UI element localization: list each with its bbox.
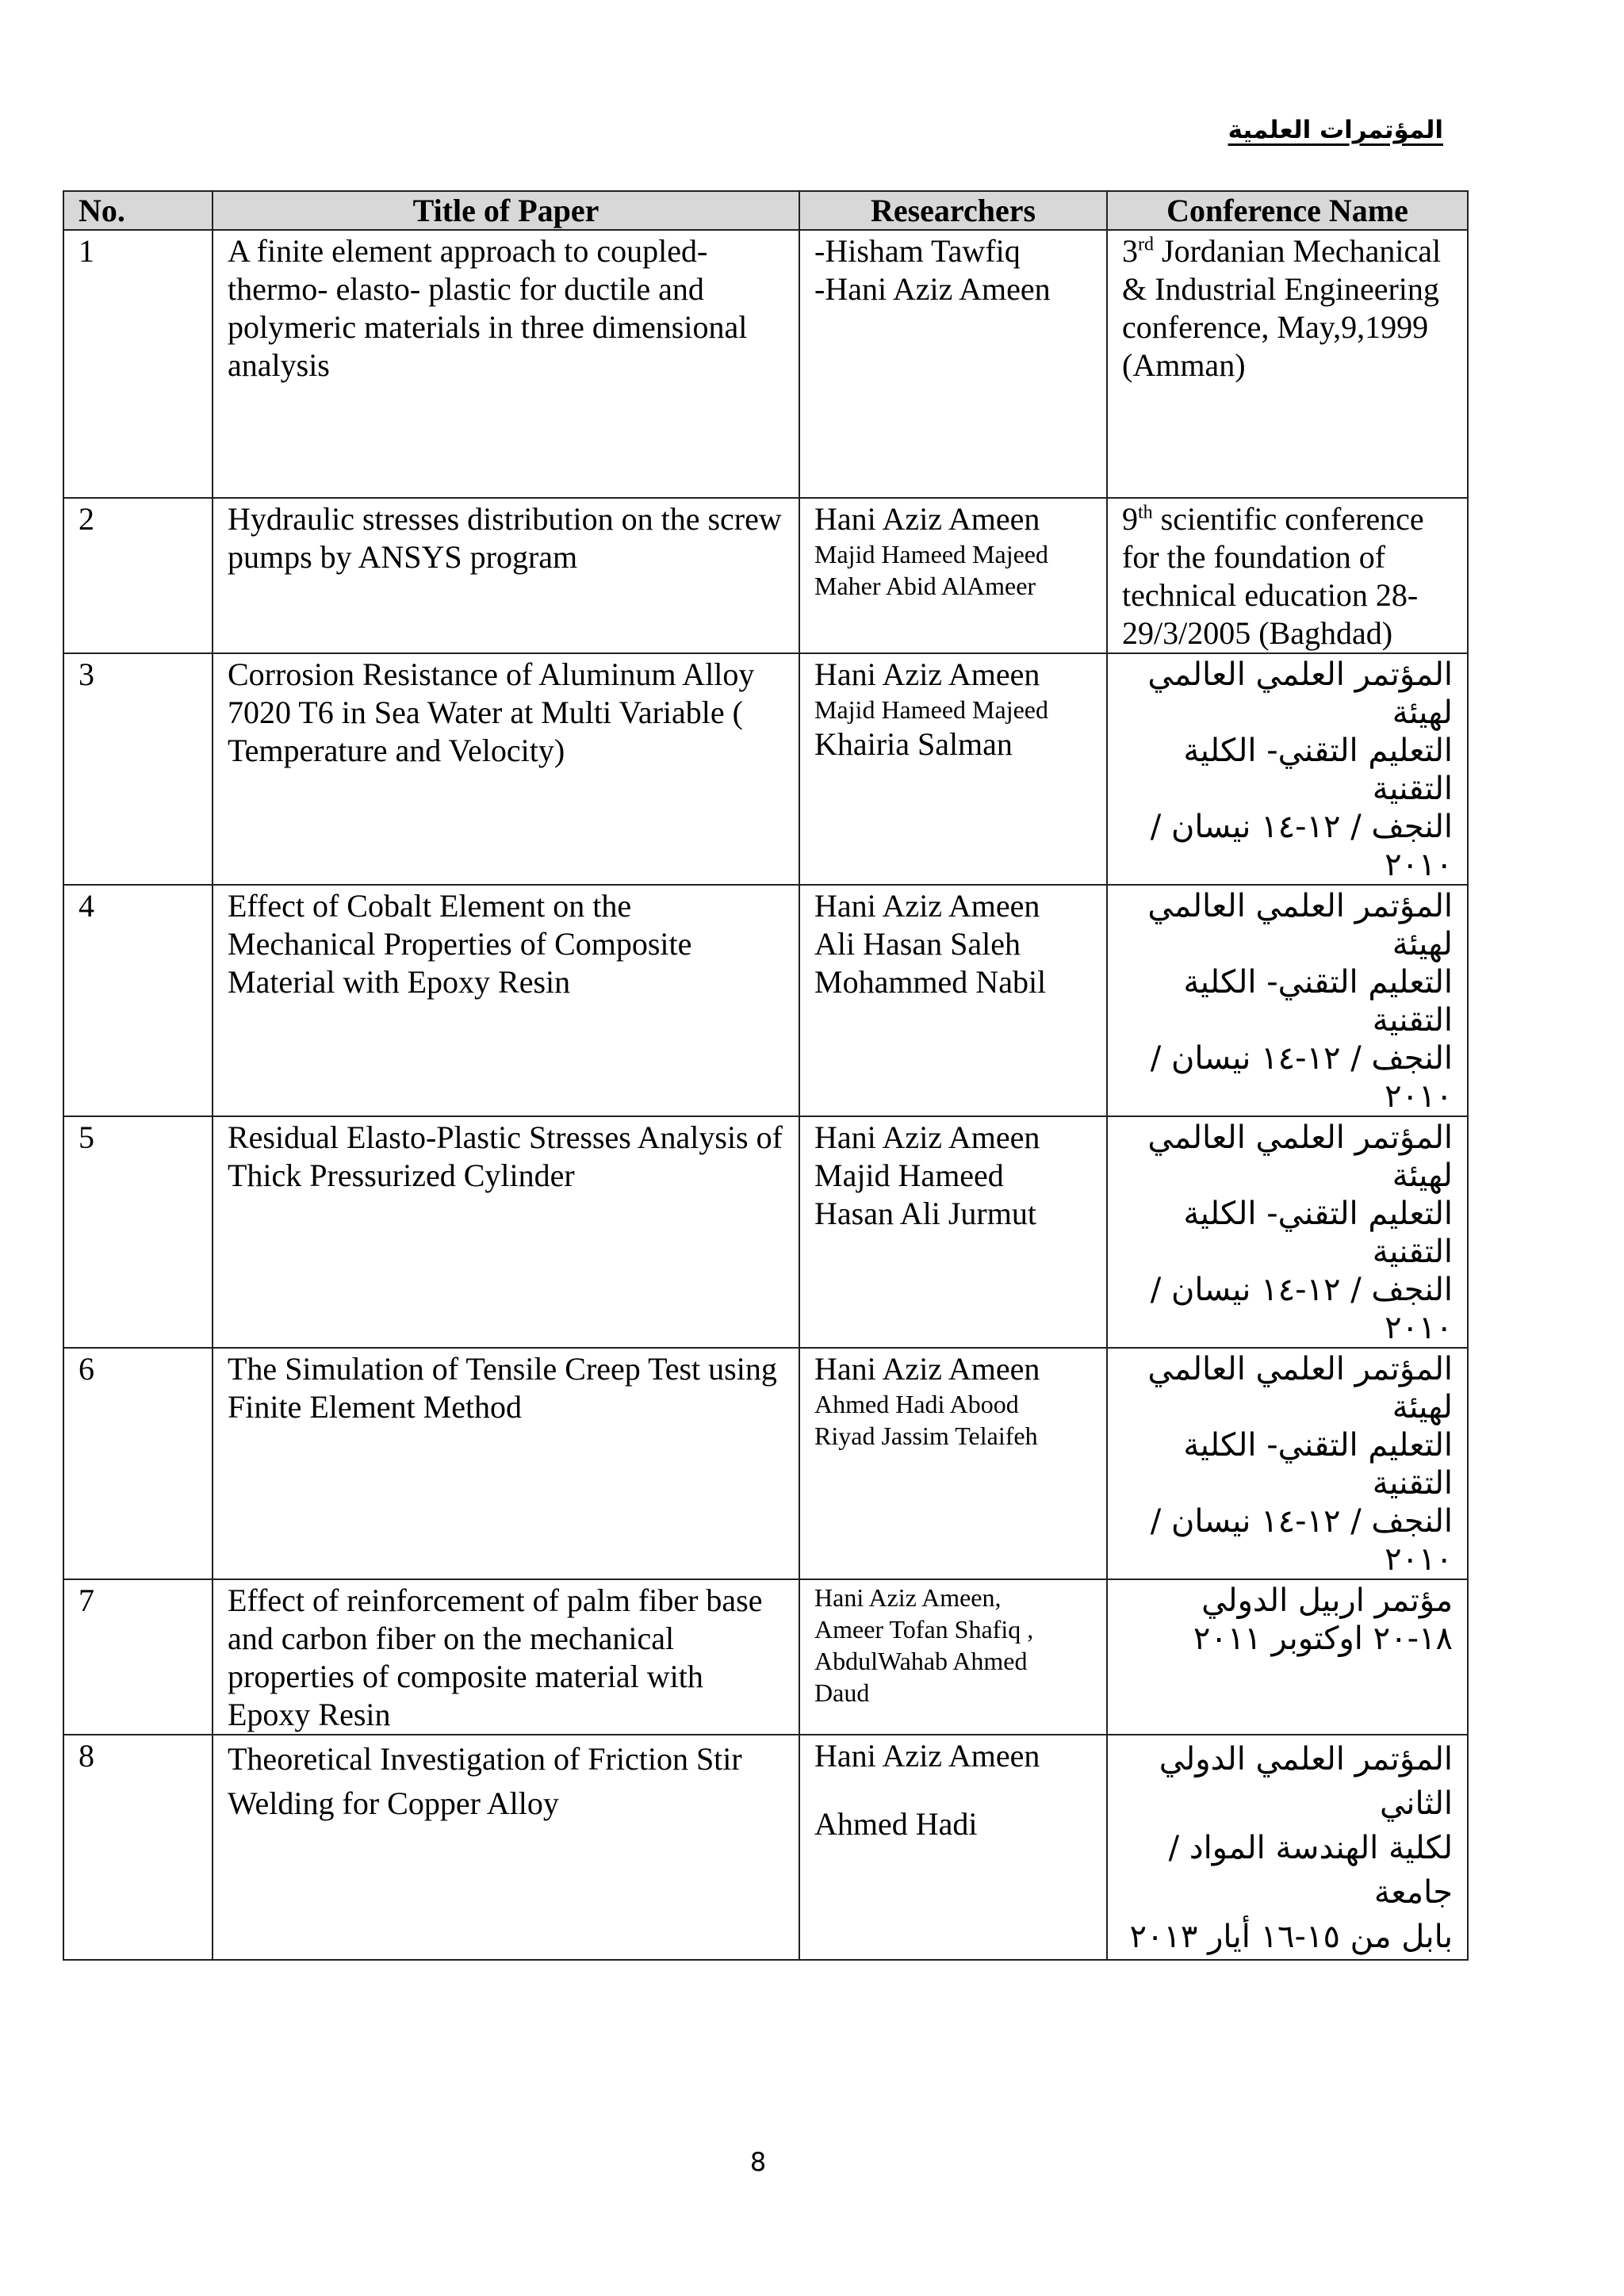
researcher-name: Khairia Salman [814,726,1013,762]
row-number: 8 [63,1735,213,1960]
researcher-name: Hani Aziz Ameen [814,656,1040,692]
table-row [63,1579,1468,1735]
researcher-name: Hasan Ali Jurmut [814,1196,1036,1231]
conference-line: مؤتمر اربيل الدولي [1201,1582,1453,1619]
conference-line: المؤتمر العلمي العالمي لهيئة [1147,1119,1453,1194]
conference-ordinal: 9 [1122,501,1138,537]
conference-cell [1107,653,1468,885]
conference-line: المؤتمر العلمي العالمي لهيئة [1147,1351,1453,1425]
researcher-name: AbdulWahab Ahmed [814,1647,1028,1675]
researchers-cell [799,1579,1107,1735]
researcher-name: Hani Aziz Ameen [814,888,1040,924]
researcher-name: Majid Hameed [814,1158,1004,1193]
paper-title: Effect of Cobalt Element on the Mechanical Properties of Composite Material with Epoxy Resin [213,885,799,1116]
row-number: 1 [63,230,213,498]
conference-name: Jordanian Mechanical & Industrial Engineering conference, May,9,1999 (Amman) [1122,233,1442,383]
researcher-name: Maher Abid AlAmeer [814,572,1036,600]
conference-cell [1107,1348,1468,1579]
conference-ordinal-suffix: th [1138,502,1153,523]
researcher-name: Ameer Tofan Shafiq , [814,1615,1034,1644]
researcher-name: Hani Aziz Ameen [814,501,1040,537]
paper-title: Effect of reinforcement of palm fiber base and carbon fiber on the mechanical properties of composite material with Epoxy Resin [213,1579,799,1735]
researcher-name: Majid Hameed Majeed [814,540,1048,568]
conference-cell [1107,1735,1468,1960]
researchers-cell [799,1348,1107,1579]
conference-line: النجف / ١٢-١٤ نيسان /٢٠١٠ [1150,1503,1453,1578]
conference-cell [1107,230,1468,498]
paper-title: Corrosion Resistance of Aluminum Alloy 7020 T6 in Sea Water at Multi Variable ( Temperature and Velocity) [213,653,799,885]
researcher-name: Ahmed Hadi [814,1806,978,1842]
researcher-name: Mohammed Nabil [814,964,1047,1000]
researcher-name: -Hisham Tawfiq [814,233,1021,269]
conference-line: المؤتمر العلمي الدولي الثاني [1159,1741,1453,1822]
page-heading: المؤتمرات العلمية [1228,116,1443,144]
row-number: 5 [63,1116,213,1348]
row-number: 6 [63,1348,213,1579]
researcher-name: Daud [814,1678,870,1707]
conference-line: التعليم التقني- الكلية التقنية [1183,1196,1453,1270]
conference-line: النجف / ١٢-١٤ نيسان /٢٠١٠ [1150,1272,1453,1346]
researcher-name: Hani Aziz Ameen [814,1351,1040,1387]
paper-title: Hydraulic stresses distribution on the screw pumps by ANSYS program [213,498,799,653]
paper-title: A finite element approach to coupled-thermo- elasto- plastic for ductile and polymeric materials in three dimensional analysis [213,230,799,498]
conference-line: المؤتمر العلمي العالمي لهيئة [1147,656,1453,731]
conference-line: بابل من ١٥-١٦ أيار ٢٠١٣ [1129,1919,1453,1955]
header-title: Title of Paper [213,191,799,230]
researchers-cell [799,498,1107,653]
conference-line: التعليم التقني- الكلية التقنية [1183,1427,1453,1502]
researcher-name: Majid Hameed Majeed [814,695,1048,724]
conference-line: التعليم التقني- الكلية التقنية [1183,964,1453,1039]
conference-line: التعليم التقني- الكلية التقنية [1183,733,1453,807]
table-row [63,498,1468,653]
conference-ordinal-suffix: rd [1138,234,1154,255]
table-row [63,885,1468,1116]
row-number: 7 [63,1579,213,1735]
conference-ordinal: 3 [1122,233,1138,269]
conference-line: النجف / ١٢-١٤ نيسان /٢٠١٠ [1150,1040,1453,1115]
table-row [63,230,1468,498]
researcher-name: -Hani Aziz Ameen [814,271,1051,307]
paper-title: Theoretical Investigation of Friction Stir Welding for Copper Alloy [213,1735,799,1960]
conference-line: لكلية الهندسة المواد / جامعة [1168,1830,1453,1911]
researchers-cell [799,885,1107,1116]
paper-title: Residual Elasto-Plastic Stresses Analysis of Thick Pressurized Cylinder [213,1116,799,1348]
table-header-row [63,191,1468,230]
researcher-name: Riyad Jassim Telaifeh [814,1422,1038,1450]
row-number: 3 [63,653,213,885]
conference-cell [1107,498,1468,653]
researchers-cell [799,653,1107,885]
table-row [63,1735,1468,1960]
conferences-table [63,190,1469,1961]
researchers-cell [799,230,1107,498]
header-conference: Conference Name [1107,191,1468,230]
researchers-cell [799,1735,1107,1960]
table-row [63,1348,1468,1579]
paper-title: The Simulation of Tensile Creep Test using Finite Element Method [213,1348,799,1579]
researchers-cell [799,1116,1107,1348]
conference-line: النجف / ١٢-١٤ نيسان /٢٠١٠ [1150,809,1453,883]
conference-cell [1107,1579,1468,1735]
table-row [63,653,1468,885]
row-number: 2 [63,498,213,653]
researcher-name: Ali Hasan Saleh [814,926,1021,962]
conference-line: ١٨-٢٠ اوكتوبر ٢٠١١ [1193,1621,1453,1657]
header-researchers: Researchers [799,191,1107,230]
page-number: 8 [749,2147,767,2177]
researcher-name: Ahmed Hadi Abood [814,1390,1019,1418]
researcher-name: Hani Aziz Ameen [814,1119,1040,1155]
row-number: 4 [63,885,213,1116]
conference-line: المؤتمر العلمي العالمي لهيئة [1147,888,1453,962]
researcher-name: Hani Aziz Ameen [814,1738,1040,1774]
conference-name: scientific conference for the foundation of technical education 28-29/3/2005 (Baghdad) [1122,501,1424,651]
table-row [63,1116,1468,1348]
conference-cell [1107,885,1468,1116]
conference-cell [1107,1116,1468,1348]
researcher-name: Hani Aziz Ameen, [814,1583,1002,1612]
header-no: No. [63,191,213,230]
